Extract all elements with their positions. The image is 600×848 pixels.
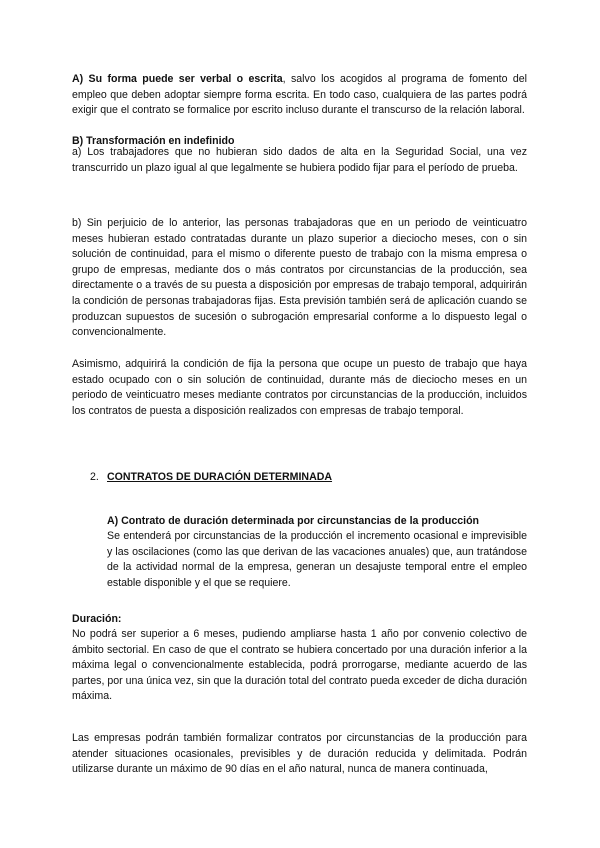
section-title-2 — [90, 470, 332, 486]
paragraph-forma — [72, 72, 527, 119]
heading-circunstancias-text: A) Contrato de duración determinada por circunstancias de la producción — [107, 515, 480, 527]
heading-forma: A) Su forma puede ser verbal o escrita — [72, 73, 283, 85]
section-number: 2. — [90, 471, 99, 483]
paragraph-duracion: No podrá ser superior a 6 meses, pudiendo ampliarse hasta 1 año por convenio colectivo de ámbito sectorial. En caso de que el contrato se hubiera concertado por una duración inferior a la máxima legal o convencionalmente establecida, podrá prorrogarse, mediante acuerdo de las partes, por una única vez, sin que la duración total del contrato pueda exceder de dicha duración máxima. — [72, 628, 527, 703]
paragraph-transformacion-a: a) Los trabajadores que no hubieran sido dados de alta en la Seguridad Social, una vez transcurrido un plazo igual al que legalmente se hubiera podido fijar para el período de prueba. — [72, 146, 527, 174]
paragraph-formalizar: Las empresas podrán también formalizar contratos por circunstancias de la producción para atender situaciones ocasionales, previsibles y de duración reducida y delimitada. Podrán utilizarse durante un máximo de 90 días en el año natural, nunca de manera continuada, — [72, 732, 527, 776]
section-title-text: CONTRATOS DE DURACIÓN DETERMINADA — [107, 471, 333, 483]
heading-circunstancias — [107, 514, 527, 530]
heading-duracion — [72, 612, 527, 628]
text-forma: , salvo los acogidos al programa de fomento del empleo que deben adoptar siempre forma escrita. En todo caso, cualquiera de las partes podrá exigir que el contrato se formalice por escrito incluso durante el transcurso de la relación laboral. — [72, 73, 528, 117]
heading-transformacion-text: B) Transformación en indefinido — [72, 135, 235, 147]
heading-duracion-text: Duración: — [72, 613, 122, 625]
paragraph-asimismo: Asimismo, adquirirá la condición de fija la persona que ocupe un puesto de trabajo que haya estado ocupado con o sin solución de continuidad, durante más de dieciocho meses en un periodo de veinticuatro meses mediante contratos por circunstancias de la producción, incluidos los contratos de puesta a disposición realizados con empresas de trabajo temporal. — [72, 358, 527, 417]
paragraph-transformacion-b: b) Sin perjuicio de lo anterior, las personas trabajadoras que en un periodo de veinticuatro meses hubieran estado contratadas durante un plazo superior a dieciocho meses, con o sin solución de continuidad, para el mismo o diferente puesto de trabajo con la misma empresa o grupo de empresas, mediante dos o más contratos por circunstancias de la producción, sea directamente o a través de su puesta a disposición por empresas de trabajo temporal, adquirirán la condición de personas trabajadoras fijas. Esta previsión también será de aplicación cuando se produzcan supuestos de sucesión o subrogación empresarial conforme a lo dispuesto legal o convencionalmente. — [72, 217, 527, 339]
paragraph-circunstancias: Se entenderá por circunstancias de la producción el incremento ocasional e imprevisible y las oscilaciones (como las que derivan de las vacaciones anuales) que, aun tratándose de la actividad normal de la empresa, generan un desajuste temporal entre el empleo estable disponible y el que se requiere. — [107, 530, 527, 589]
